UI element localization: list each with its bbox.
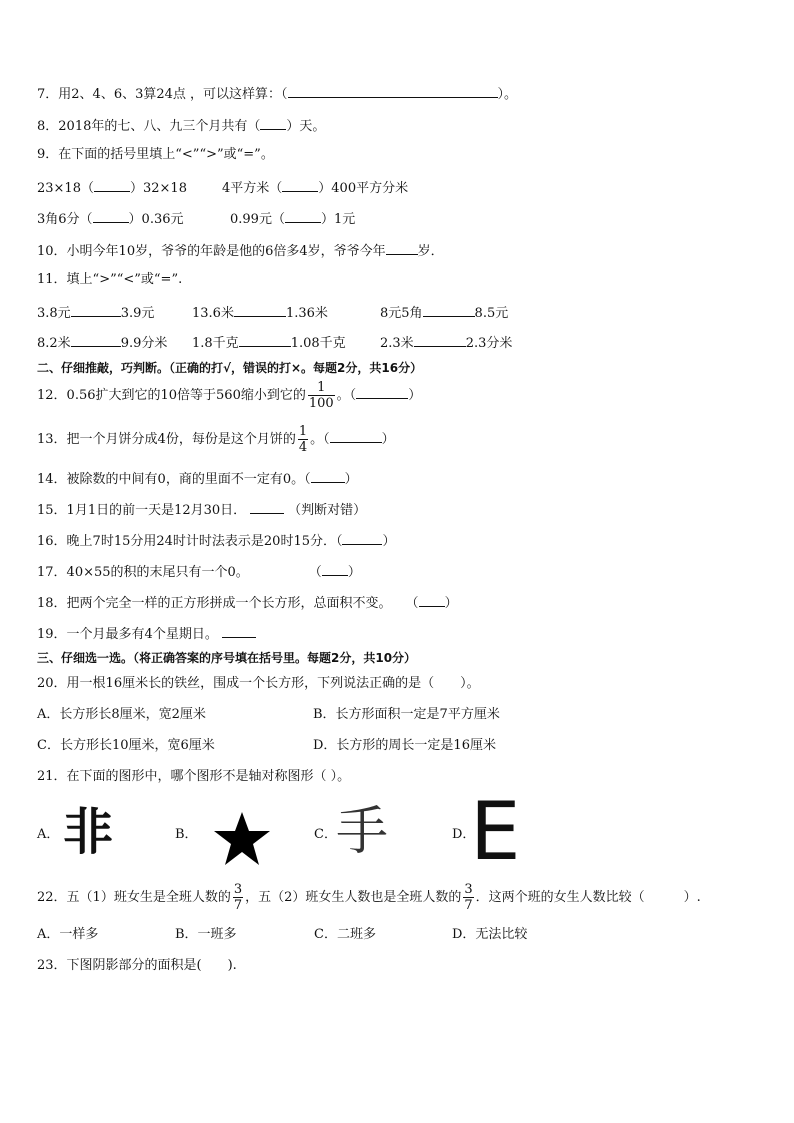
- section-heading-2: 二、仔细推敲，巧判断。（正确的打√，错误的打×。每题2分，共16分）: [37, 361, 423, 375]
- answer-blank[interactable]: [71, 333, 121, 347]
- compare-item: 4平方米（ ）400平方分米: [222, 178, 408, 197]
- option-a-label[interactable]: A．: [37, 827, 60, 842]
- answer-blank[interactable]: [342, 531, 382, 545]
- question-14: 14．被除数的中间有0，商的里面不一定有0。（ ）: [37, 469, 358, 488]
- question-13: 13．把一个月饼分成4份，每份是这个月饼的 $\frac{1}{4}$ 。（ ）: [37, 424, 395, 455]
- answer-blank[interactable]: [356, 385, 408, 399]
- question-21: 21．在下面的图形中，哪个图形不是轴对称图形（ ）。: [37, 769, 351, 784]
- question-9: 9．在下面的括号里填上“<”“>”或“=”。: [37, 147, 274, 162]
- question-15: 15．1月1日的前一天是12月30日． （判断对错）: [37, 500, 366, 519]
- compare-item: 0.99元（ ）1元: [230, 209, 355, 228]
- question-22: 22．五（1）班女生是全班人数的 $\frac{3}{7}$ ，五（2）班女生人数也是全班人数的 $\frac{3}{7}$ ．这两个班的女生人数比较（ ）.: [37, 882, 701, 913]
- answer-blank[interactable]: [288, 84, 498, 98]
- answer-blank[interactable]: [322, 562, 348, 576]
- compare-item: 3.8元 3.9元: [37, 303, 154, 322]
- option-b-label[interactable]: B．: [175, 827, 198, 842]
- question-16: 16．晚上7时15分用24时计时法表示是20时15分．（ ）: [37, 531, 396, 550]
- compare-item: 2.3米 2.3分米: [380, 333, 512, 352]
- fraction: $\frac{1}{100}$: [308, 380, 334, 411]
- answer-blank[interactable]: [250, 500, 284, 514]
- answer-blank[interactable]: [71, 303, 121, 317]
- fraction: $\frac{3}{7}$: [464, 882, 473, 913]
- answer-blank[interactable]: [234, 303, 286, 317]
- option-d[interactable]: D．长方形的周长一定是16厘米: [313, 738, 496, 753]
- question-17: 17．40×55的积的末尾只有一个0。 （ ）: [37, 562, 361, 581]
- question-12: 12．0.56扩大到它的10倍等于560缩小到它的 $\frac{1}{100}$ 。（ ）: [37, 380, 422, 411]
- answer-blank[interactable]: [93, 209, 129, 223]
- answer-blank[interactable]: [386, 241, 418, 255]
- answer-blank[interactable]: [239, 333, 291, 347]
- fraction: $\frac{1}{4}$: [298, 424, 308, 455]
- option-b[interactable]: B．一班多: [175, 927, 237, 942]
- question-8: 8．2018年的七、八、九三个月共有（ ）天。: [37, 116, 325, 135]
- option-c[interactable]: C．长方形长10厘米，宽6厘米: [37, 738, 215, 753]
- option-d-label[interactable]: D．: [452, 827, 476, 842]
- letter-e-figure: E: [470, 785, 521, 878]
- shou-character-figure: 手: [336, 802, 389, 862]
- answer-blank[interactable]: [285, 209, 321, 223]
- question-20: 20．用一根16厘米长的铁丝，围成一个长方形，下列说法正确的是（ ）。: [37, 676, 480, 691]
- question-18: 18．把两个完全一样的正方形拼成一个长方形，总面积不变。 （ ）: [37, 593, 458, 612]
- section-heading-3: 三、仔细选一选。（将正确答案的序号填在括号里。每题2分，共10分）: [37, 651, 417, 665]
- answer-blank[interactable]: [260, 116, 286, 130]
- compare-item: 23×18（ ）32×18: [37, 178, 187, 197]
- fraction: $\frac{3}{7}$: [233, 882, 243, 913]
- option-c-label[interactable]: C．: [314, 827, 337, 842]
- answer-blank[interactable]: [419, 593, 445, 607]
- question-10: 10．小明今年10岁，爷爷的年龄是他的6倍多4岁，爷爷今年 岁．: [37, 241, 444, 260]
- question-7: 7．用2、4、6、3算24点 ，可以这样算：（ ）。: [37, 84, 517, 103]
- compare-item: 8元5角 8.5元: [380, 303, 508, 322]
- option-b[interactable]: B．长方形面积一定是7平方厘米: [313, 707, 500, 722]
- option-a[interactable]: A．长方形长8厘米，宽2厘米: [37, 707, 206, 722]
- answer-blank[interactable]: [423, 303, 475, 317]
- question-23: 23．下图阴影部分的面积是( ).: [37, 958, 237, 973]
- option-d[interactable]: D．无法比较: [452, 927, 528, 942]
- option-c[interactable]: C．二班多: [314, 927, 376, 942]
- star-icon: [212, 812, 272, 866]
- question-19: 19．一个月最多有4个星期日。: [37, 624, 256, 643]
- fei-character-figure: 非: [63, 803, 113, 861]
- question-11: 11．填上“>”“<”或“=”.: [37, 272, 183, 287]
- compare-item: 13.6米 1.36米: [192, 303, 328, 322]
- answer-blank[interactable]: [311, 469, 345, 483]
- answer-blank[interactable]: [330, 429, 382, 443]
- option-a[interactable]: A．一样多: [37, 927, 99, 942]
- answer-blank[interactable]: [414, 333, 466, 347]
- answer-blank[interactable]: [94, 178, 130, 192]
- compare-item: 3角6分（ ）0.36元: [37, 209, 184, 228]
- answer-blank[interactable]: [282, 178, 318, 192]
- compare-item: 1.8千克 1.08千克: [192, 333, 346, 352]
- answer-blank[interactable]: [222, 624, 256, 638]
- compare-item: 8.2米 9.9分米: [37, 333, 167, 352]
